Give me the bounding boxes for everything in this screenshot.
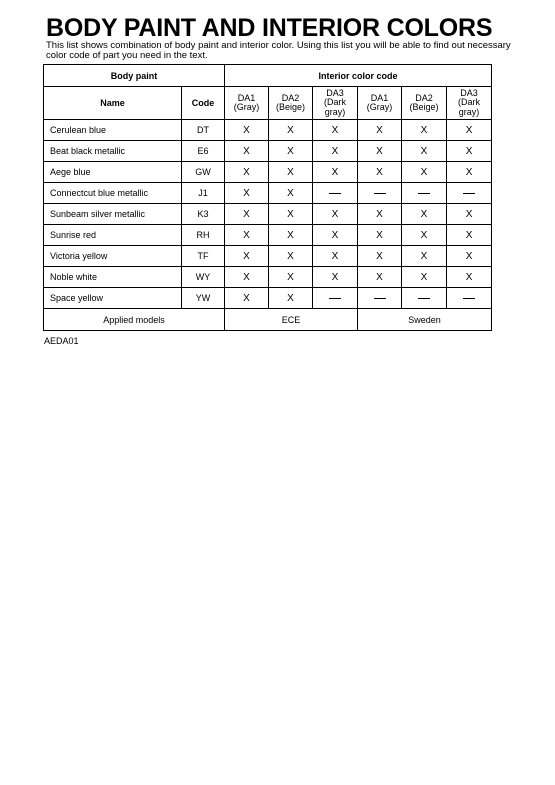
available-cell: X: [313, 162, 358, 183]
not-available-cell: [358, 183, 402, 204]
paint-name-cell: Cerulean blue: [44, 120, 182, 141]
paint-name-cell: Space yellow: [44, 288, 182, 309]
code-column-header: [182, 87, 225, 120]
available-cell: X: [313, 225, 358, 246]
paint-code-cell: DT: [182, 120, 225, 141]
available-cell: X: [402, 267, 447, 288]
interior-column-header: [313, 87, 358, 120]
paint-code-cell: TF: [182, 246, 225, 267]
available-cell: X: [269, 141, 313, 162]
color-combination-table: [43, 64, 492, 331]
available-cell: X: [402, 162, 447, 183]
available-cell: X: [269, 162, 313, 183]
available-cell: X: [358, 120, 402, 141]
paint-name-cell: Sunbeam silver metallic: [44, 204, 182, 225]
available-cell: X: [358, 204, 402, 225]
available-cell: X: [447, 246, 492, 267]
interior-code: DA2: [415, 92, 433, 103]
table-row: [44, 246, 492, 267]
available-cell: X: [269, 246, 313, 267]
interior-desc: (Beige): [409, 102, 439, 112]
available-cell: X: [447, 120, 492, 141]
available-cell: X: [358, 246, 402, 267]
available-cell: X: [402, 246, 447, 267]
figure-code: AEDA01: [44, 336, 79, 346]
paint-name-cell: Aege blue: [44, 162, 182, 183]
table-row: [44, 267, 492, 288]
available-cell: X: [447, 204, 492, 225]
paint-name-cell: Connectcut blue metallic: [44, 183, 182, 204]
available-cell: X: [225, 246, 269, 267]
interior-code: DA1: [370, 92, 389, 103]
available-cell: X: [313, 120, 358, 141]
interior-desc: (Dark gray): [324, 97, 346, 117]
available-cell: X: [225, 288, 269, 309]
body-paint-header: Body paint: [44, 65, 225, 87]
dash-mark: [418, 298, 430, 299]
not-available-cell: [402, 288, 447, 309]
available-cell: X: [402, 225, 447, 246]
not-available-cell: [313, 288, 358, 309]
table-row: [44, 162, 492, 183]
interior-code: DA2: [281, 92, 300, 103]
available-cell: X: [358, 162, 402, 183]
available-cell: X: [358, 267, 402, 288]
interior-desc: (Dark gray): [458, 97, 481, 117]
table-row: [44, 225, 492, 246]
table-row: [44, 141, 492, 162]
applied-model-ece: ECE: [225, 309, 358, 331]
table-row: [44, 288, 492, 309]
interior-column-header: [447, 87, 492, 120]
available-cell: X: [225, 183, 269, 204]
available-cell: X: [402, 204, 447, 225]
paint-code-cell: E6: [182, 141, 225, 162]
paint-code-cell: RH: [182, 225, 225, 246]
dash-mark: [374, 193, 386, 194]
paint-code-cell: YW: [182, 288, 225, 309]
paint-code-cell: K3: [182, 204, 225, 225]
available-cell: X: [269, 183, 313, 204]
available-cell: X: [447, 225, 492, 246]
dash-mark: [463, 298, 475, 299]
paint-name-cell: Noble white: [44, 267, 182, 288]
available-cell: X: [225, 225, 269, 246]
paint-name-cell: Beat black metallic: [44, 141, 182, 162]
available-cell: X: [402, 120, 447, 141]
applied-models-row: [44, 309, 492, 331]
interior-desc: (Beige): [275, 102, 305, 112]
interior-column-header: [402, 87, 447, 120]
paint-code-cell: GW: [182, 162, 225, 183]
available-cell: X: [269, 225, 313, 246]
name-column-header: [44, 87, 182, 120]
intro-paragraph: This list shows combination of body paint and interior color. Using this list you will be able to find out necessary color code of part you need in the text.: [46, 40, 511, 61]
available-cell: X: [225, 204, 269, 225]
name-header-label: Name: [100, 98, 125, 108]
available-cell: X: [269, 204, 313, 225]
available-cell: X: [269, 288, 313, 309]
dash-mark: [418, 193, 430, 194]
color-rows: [44, 120, 492, 309]
page-title: BODY PAINT AND INTERIOR COLORS: [46, 14, 493, 42]
paint-code-cell: J1: [182, 183, 225, 204]
available-cell: X: [269, 120, 313, 141]
available-cell: X: [225, 162, 269, 183]
dash-mark: [329, 298, 341, 299]
available-cell: X: [313, 267, 358, 288]
not-available-cell: [358, 288, 402, 309]
table-row: [44, 120, 492, 141]
available-cell: X: [358, 225, 402, 246]
dash-mark: [463, 193, 475, 194]
applied-model-sweden: Sweden: [358, 309, 492, 331]
dash-mark: [374, 298, 386, 299]
paint-name-cell: Victoria yellow: [44, 246, 182, 267]
code-header-label: Code: [191, 98, 215, 108]
table-row: [44, 183, 492, 204]
applied-models-label: Applied models: [44, 309, 225, 331]
dash-mark: [329, 193, 341, 194]
paint-name-cell: Sunrise red: [44, 225, 182, 246]
available-cell: X: [269, 267, 313, 288]
available-cell: X: [225, 267, 269, 288]
column-header-row: [44, 87, 492, 120]
interior-code: DA3: [460, 87, 478, 98]
available-cell: X: [358, 141, 402, 162]
interior-desc: (Gray): [233, 102, 260, 112]
available-cell: X: [447, 267, 492, 288]
interior-desc: (Gray): [366, 102, 393, 112]
available-cell: X: [447, 141, 492, 162]
interior-column-header: [269, 87, 313, 120]
not-available-cell: [402, 183, 447, 204]
available-cell: X: [313, 141, 358, 162]
interior-column-header: [225, 87, 269, 120]
available-cell: X: [402, 141, 447, 162]
group-header-row: [44, 65, 492, 87]
interior-color-code-header: Interior color code: [225, 65, 492, 87]
not-available-cell: [447, 183, 492, 204]
interior-column-header: [358, 87, 402, 120]
available-cell: X: [447, 162, 492, 183]
interior-code: DA1: [237, 92, 256, 103]
available-cell: X: [225, 141, 269, 162]
table-row: [44, 204, 492, 225]
available-cell: X: [313, 204, 358, 225]
not-available-cell: [447, 288, 492, 309]
paint-code-cell: WY: [182, 267, 225, 288]
not-available-cell: [313, 183, 358, 204]
available-cell: X: [313, 246, 358, 267]
interior-code: DA3: [326, 87, 344, 98]
available-cell: X: [225, 120, 269, 141]
